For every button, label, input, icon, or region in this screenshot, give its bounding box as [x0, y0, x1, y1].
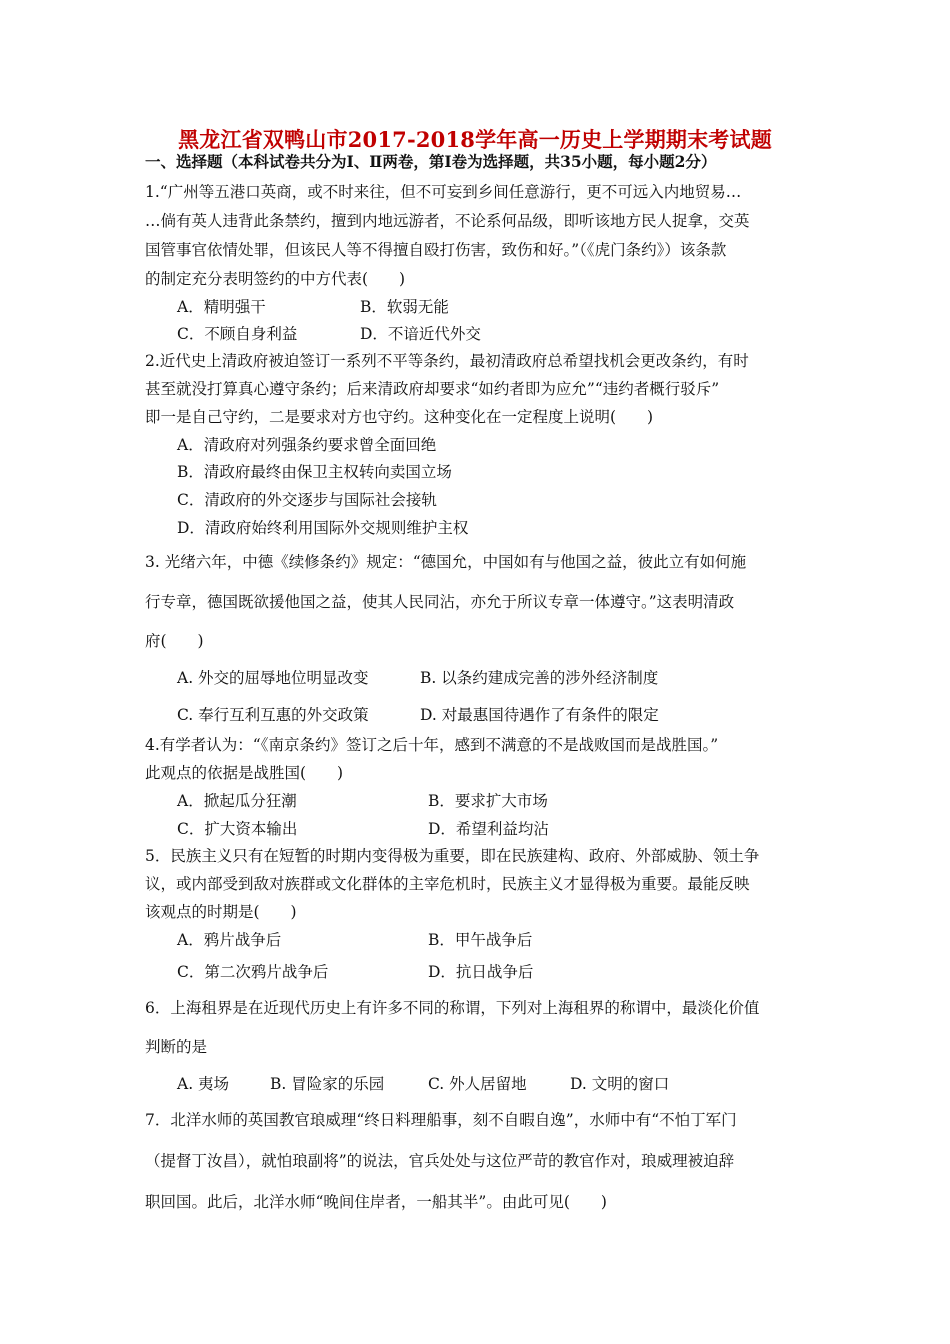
question-7-line: （提督丁汝昌），就怕琅副将”的说法，官兵处处与这位严苛的教官作对，琅威理被迫辞 — [145, 1152, 735, 1170]
question-2-option-c: C．清政府的外交逐步与国际社会接轨 — [177, 491, 437, 509]
question-1-line: …倘有英人违背此条禁约，擅到内地远游者，不论系何品级，即听该地方民人捉拿，交英 — [145, 212, 750, 230]
question-7-line: 7．北洋水师的英国教官琅威理“终日料理船事，刻不自暇自逸”，水师中有“不怕丁军门 — [145, 1111, 737, 1129]
question-4-option-a: A．掀起瓜分狂潮 — [177, 792, 297, 810]
question-3-option-c: C. 奉行互利互惠的外交政策 — [177, 706, 369, 724]
question-2-line: 甚至就没打算真心遵守条约；后来清政府却要求“如约者即为应允”“违约者概行驳斥” — [145, 380, 720, 398]
question-2-option-d: D．清政府始终利用国际外交规则维护主权 — [177, 519, 469, 537]
question-6-option-b: B. 冒险家的乐园 — [270, 1075, 385, 1093]
question-5-option-a: A．鸦片战争后 — [177, 931, 282, 949]
question-7-line: 职回国。此后，北洋水师“晚间住岸者，一船其半”。由此可见( ) — [145, 1193, 607, 1211]
question-5-line: 5．民族主义只有在短暂的时期内变得极为重要，即在民族建构、政府、外部威胁、领土争 — [145, 847, 760, 865]
question-6-line: 6．上海租界是在近现代历史上有许多不同的称谓，下列对上海租界的称谓中，最淡化价值 — [145, 999, 760, 1017]
page-title: 黑龙江省双鸭山市2017-2018学年高一历史上学期期末考试题 — [178, 127, 772, 152]
question-1-line: 国管事官依情处罪，但该民人等不得擅自殴打伤害，致伤和好。”（《虎门条约》）该条款 — [145, 241, 727, 259]
question-6-option-d: D. 文明的窗口 — [570, 1075, 670, 1093]
question-1-option-d: D．不谙近代外交 — [360, 325, 481, 343]
question-3-line: 府( ) — [145, 632, 204, 650]
question-4-option-d: D．希望利益均沾 — [428, 820, 549, 838]
question-6-option-a: A. 夷场 — [177, 1075, 230, 1093]
question-1-line: 的制定充分表明签约的中方代表( ) — [145, 270, 406, 288]
question-2-option-b: B．清政府最终由保卫主权转向卖国立场 — [177, 463, 452, 481]
question-3-line: 3. 光绪六年，中德《续修条约》规定：“德国允，中国如有与他国之益，彼此立有如何施 — [145, 553, 747, 571]
section-header: 一、选择题（本科试卷共分为Ⅰ、Ⅱ两卷，第Ⅰ卷为选择题，共35小题，每小题2分） — [145, 152, 717, 171]
question-1-option-b: B．软弱无能 — [360, 298, 449, 316]
question-5-line: 该观点的时期是( ) — [145, 903, 297, 921]
question-2-line: 即一是自己守约，二是要求对方也守约。这种变化在一定程度上说明( ) — [145, 408, 654, 426]
question-1-option-a: A．精明强干 — [177, 298, 266, 316]
question-4-option-c: C．扩大资本输出 — [177, 820, 298, 838]
question-2-option-a: A．清政府对列强条约要求曾全面回绝 — [177, 436, 437, 454]
question-4-line: 4.有学者认为：“《南京条约》签订之后十年，感到不满意的不是战败国而是战胜国。” — [145, 736, 719, 754]
question-3-line: 行专章，德国既欲援他国之益，使其人民同沾，亦允于所议专章一体遵守。”这表明清政 — [145, 593, 735, 611]
question-1-line: 1.“广州等五港口英商，或不时来往，但不可妄到乡间任意游行，更不可远入内地贸易… — [145, 183, 742, 201]
question-3-option-d: D. 对最惠国待遇作了有条件的限定 — [420, 706, 659, 724]
question-5-option-d: D．抗日战争后 — [428, 963, 534, 981]
question-4-option-b: B．要求扩大市场 — [428, 792, 548, 810]
question-2-line: 2.近代史上清政府被迫签订一系列不平等条约，最初清政府总希望找机会更改条约，有时 — [145, 352, 749, 370]
question-3-option-b: B. 以条约建成完善的涉外经济制度 — [420, 669, 659, 687]
question-6-line: 判断的是 — [145, 1038, 208, 1056]
question-5-line: 议，或内部受到敌对族群或文化群体的主宰危机时，民族主义才显得极为重要。最能反映 — [145, 875, 750, 893]
question-3-option-a: A. 外交的屈辱地位明显改变 — [177, 669, 369, 687]
question-4-line: 此观点的依据是战胜国( ) — [145, 764, 344, 782]
question-5-option-b: B．甲午战争后 — [428, 931, 533, 949]
question-1-option-c: C．不顾自身利益 — [177, 325, 298, 343]
question-5-option-c: C．第二次鸦片战争后 — [177, 963, 329, 981]
question-6-option-c: C. 外人居留地 — [428, 1075, 527, 1093]
